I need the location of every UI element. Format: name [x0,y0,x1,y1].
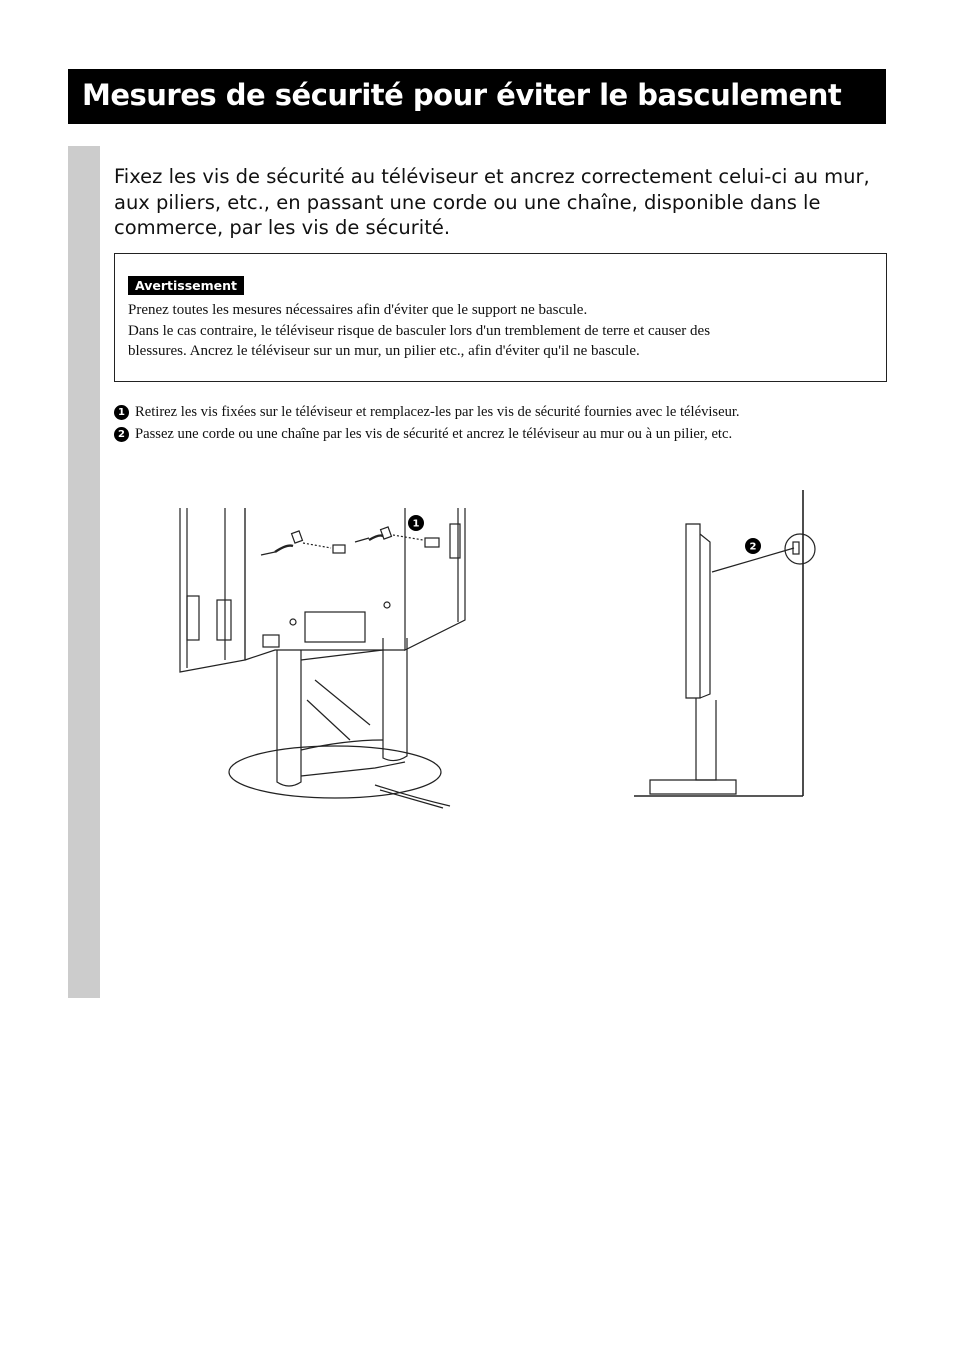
title-bar [68,69,886,124]
svg-text:1: 1 [412,518,420,530]
step-text: Passez une corde ou une chaîne par les vis de sécurité et ancrez le téléviseur au mur ou à un pilier, etc. [135,426,733,442]
warning-text [128,300,873,362]
warning-label: Avertissement [128,276,244,295]
intro-paragraph: Fixez les vis de sécurité au téléviseur et ancrez correctement celui-ci au mur, aux piliers, etc., en passant une corde ou une chaîne, disponible dans le commerce, par les vis de sécurité. [114,165,870,239]
warning-line: blessures. Ancrez le téléviseur sur un mur, un pilier etc., afin d'éviter qu'il ne bascule. [128,343,640,359]
step-item [114,423,894,445]
tv-rear-view-illustration [175,500,475,810]
step-number-badge: 2 [114,427,129,442]
warning-box [114,253,887,382]
steps-list [114,401,894,445]
svg-text:2: 2 [749,541,757,553]
page-title: Mesures de sécurité pour éviter le basculement [82,78,842,112]
step-text: Retirez les vis fixées sur le téléviseur et remplacez-les par les vis de sécurité fournies avec le téléviseur. [135,404,740,420]
step-number-badge: 1 [114,405,129,420]
callout-2-icon [744,537,762,555]
step-item [114,401,894,423]
callout-1-icon [407,514,425,532]
tv-side-view-illustration [630,488,820,800]
warning-line: Prenez toutes les mesures nécessaires afin d'éviter que le support ne bascule. [128,302,588,318]
warning-line: Dans le cas contraire, le téléviseur risque de basculer lors d'un tremblement de terre et causer des [128,322,711,339]
side-tab-bar [68,146,100,998]
